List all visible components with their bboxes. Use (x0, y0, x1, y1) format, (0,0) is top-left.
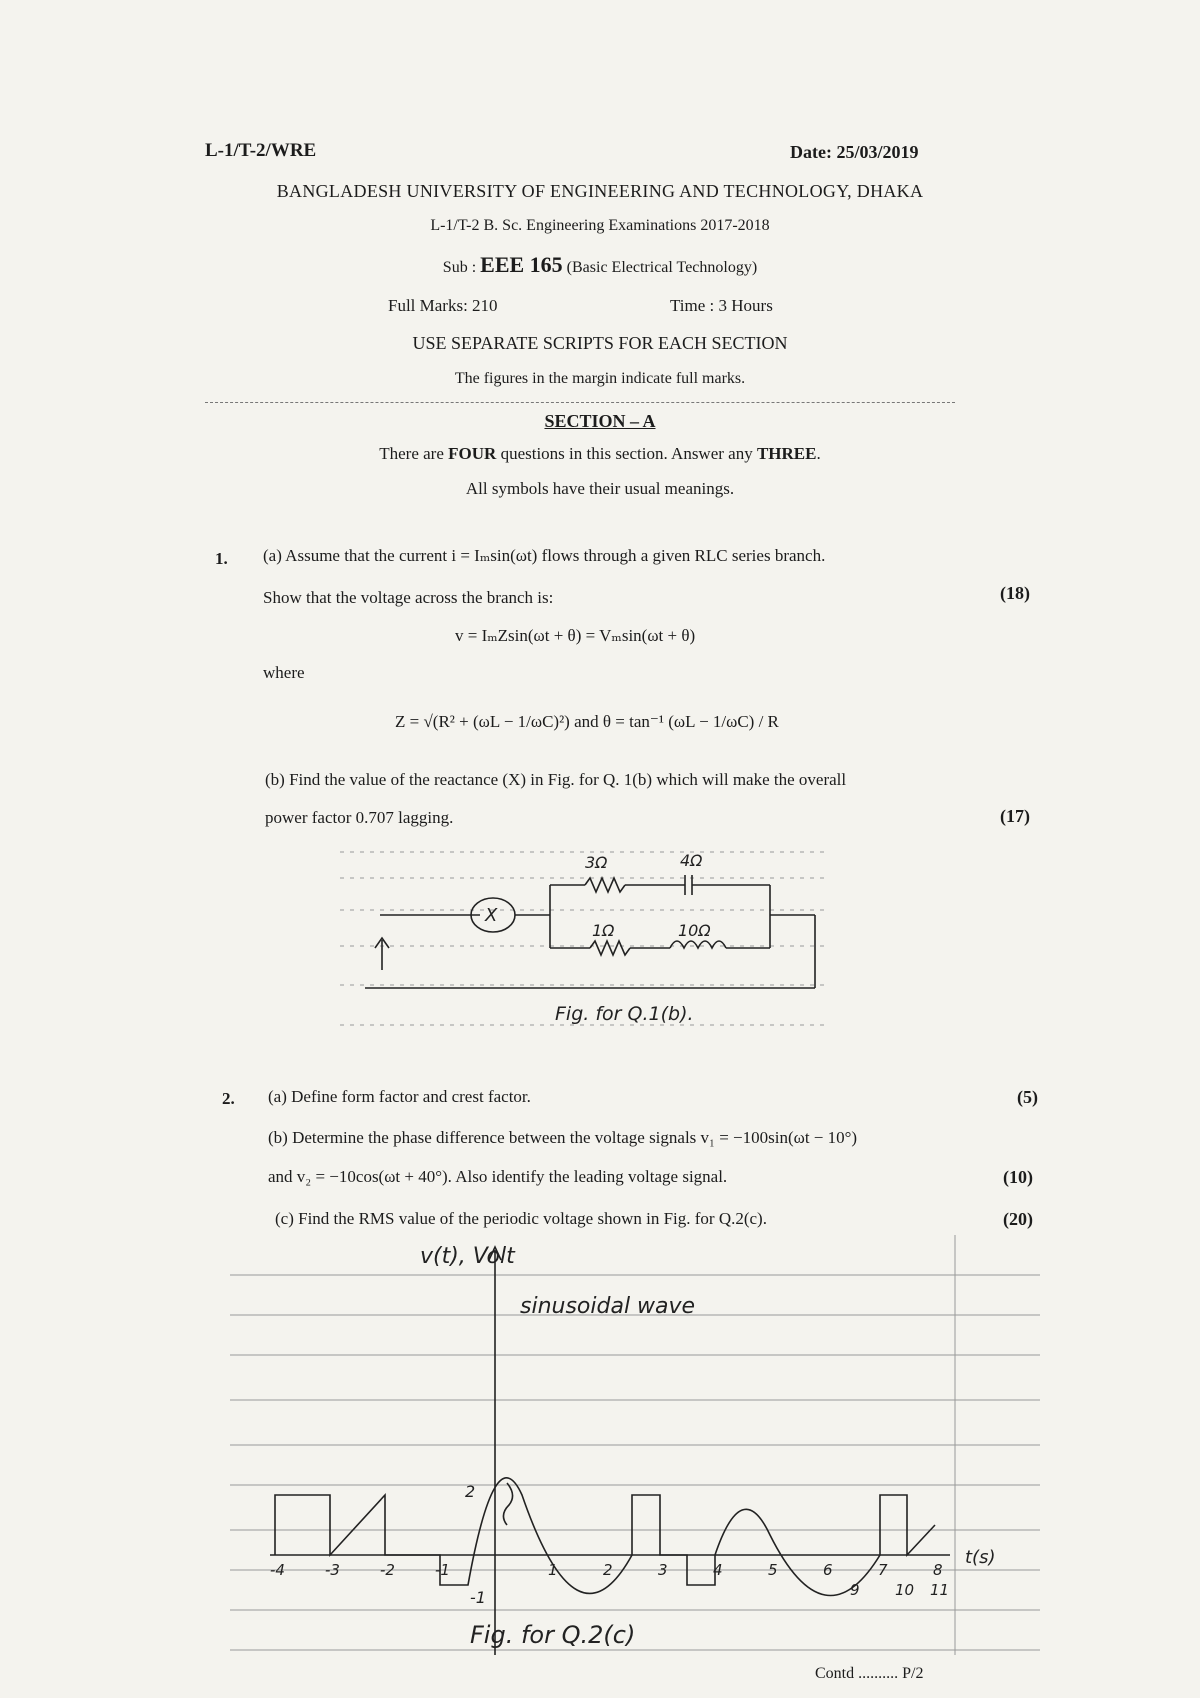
q1a-equation-v: v = IₘZsin(ωt + θ) = Vₘsin(ωt + θ) (455, 626, 696, 645)
label-c1: 4Ω (680, 851, 703, 870)
label-x: X (485, 905, 498, 926)
q2c-waveform-figure (230, 1235, 1040, 1655)
x-tick: 3 (658, 1561, 668, 1579)
q2b-marks: (10) (1003, 1167, 1033, 1187)
x-ticks (270, 1561, 949, 1599)
q2c-text: (c) Find the RMS value of the periodic voltage shown in Fig. for Q.2(c). (275, 1209, 767, 1228)
subject-name: (Basic Electrical Technology) (562, 259, 758, 276)
x-axis-label: t(s) (965, 1547, 996, 1568)
course-code: L-1/T-2/WRE (205, 140, 317, 161)
inductor-10-ohm (670, 941, 726, 948)
subject-prefix: Sub : (442, 259, 481, 276)
x-tick: 7 (878, 1561, 888, 1579)
continued-note: Contd .......... P/2 (815, 1665, 924, 1682)
full-marks: Full Marks: 210 (388, 296, 498, 315)
scripts-note: USE SEPARATE SCRIPTS FOR EACH SECTION (412, 333, 788, 353)
x-tick: -3 (325, 1561, 340, 1579)
q2b-text-line2: and v₂ = −10cos(ωt + 40°). Also identify the leading voltage signal. (268, 1167, 728, 1186)
y-tick-2: 2 (465, 1482, 476, 1501)
q1b-figure-caption: Fig. for Q.1(b). (555, 1003, 694, 1025)
subject-code: EEE 165 (480, 252, 563, 277)
subject-line (0, 252, 1200, 278)
exam-title: L-1/T-2 B. Sc. Engineering Examinations 2017-2018 (430, 217, 770, 234)
symbols-note: All symbols have their usual meanings. (465, 479, 735, 498)
x-tick: 8 (933, 1561, 943, 1579)
q2c-marks: (20) (1003, 1209, 1033, 1229)
label-r1: 3Ω (585, 853, 608, 872)
q2-number: 2. (222, 1089, 235, 1108)
university-name: BANGLADESH UNIVERSITY OF ENGINEERING AND TECHNOLOGY, DHAKA (276, 181, 924, 201)
section-title: SECTION – A (544, 411, 656, 431)
x-tick: -2 (380, 1561, 395, 1579)
x-tick: 9 (850, 1581, 860, 1599)
x-tick: 5 (768, 1561, 778, 1579)
x-tick: 10 (895, 1581, 915, 1599)
x-tick: 4 (713, 1561, 723, 1579)
q1a-text-line2: Show that the voltage across the branch is: (263, 588, 554, 607)
section-instructions: There are FOUR questions in this section. Answer any THREE. (379, 444, 821, 463)
y-tick-minus1: -1 (470, 1588, 486, 1607)
wave-label: sinusoidal wave (520, 1294, 696, 1319)
x-tick: -1 (435, 1561, 450, 1579)
q2a-marks: (5) (1017, 1087, 1038, 1107)
ruled-lines (340, 852, 830, 1025)
q1b-marks: (17) (1000, 806, 1030, 826)
q1b-circuit-figure (330, 840, 850, 1045)
q1b-text-line1: (b) Find the value of the reactance (X) in Fig. for Q. 1(b) which will make the overall (265, 770, 847, 789)
label-l1: 10Ω (678, 921, 711, 940)
exam-time: Time : 3 Hours (670, 296, 773, 315)
q1a-equation-z: Z = √(R² + (ωL − 1/ωC)²) and θ = tan⁻¹ (ωL − 1/ωC) / R (395, 712, 779, 731)
resistor-1-ohm (590, 941, 630, 955)
q1a-marks: (18) (1000, 583, 1030, 603)
q2c-figure-caption: Fig. for Q.2(c) (470, 1621, 636, 1649)
exam-date: Date: 25/03/2019 (790, 142, 919, 162)
q1a-text-line1: (a) Assume that the current i = Iₘsin(ωt) flows through a given RLC series branch. (263, 546, 826, 565)
q2a-text: (a) Define form factor and crest factor. (268, 1087, 531, 1106)
y-axis-label: v(t), Volt (420, 1244, 515, 1269)
resistor-3-ohm (585, 878, 625, 892)
x-tick: 1 (548, 1561, 558, 1579)
q1b-text-line2: power factor 0.707 lagging. (265, 808, 454, 827)
q1a-where: where (263, 663, 305, 682)
label-r2: 1Ω (592, 921, 615, 940)
q1-number: 1. (215, 549, 228, 568)
x-tick: 6 (823, 1561, 833, 1579)
margin-note: The figures in the margin indicate full marks. (454, 370, 746, 387)
header-divider (205, 402, 955, 403)
q2b-text-line1: (b) Determine the phase difference between the voltage signals v₁ = −100sin(ωt − 10°) (268, 1128, 858, 1147)
x-tick: -4 (270, 1561, 285, 1579)
x-tick: 11 (930, 1581, 950, 1599)
x-tick: 2 (603, 1561, 613, 1579)
